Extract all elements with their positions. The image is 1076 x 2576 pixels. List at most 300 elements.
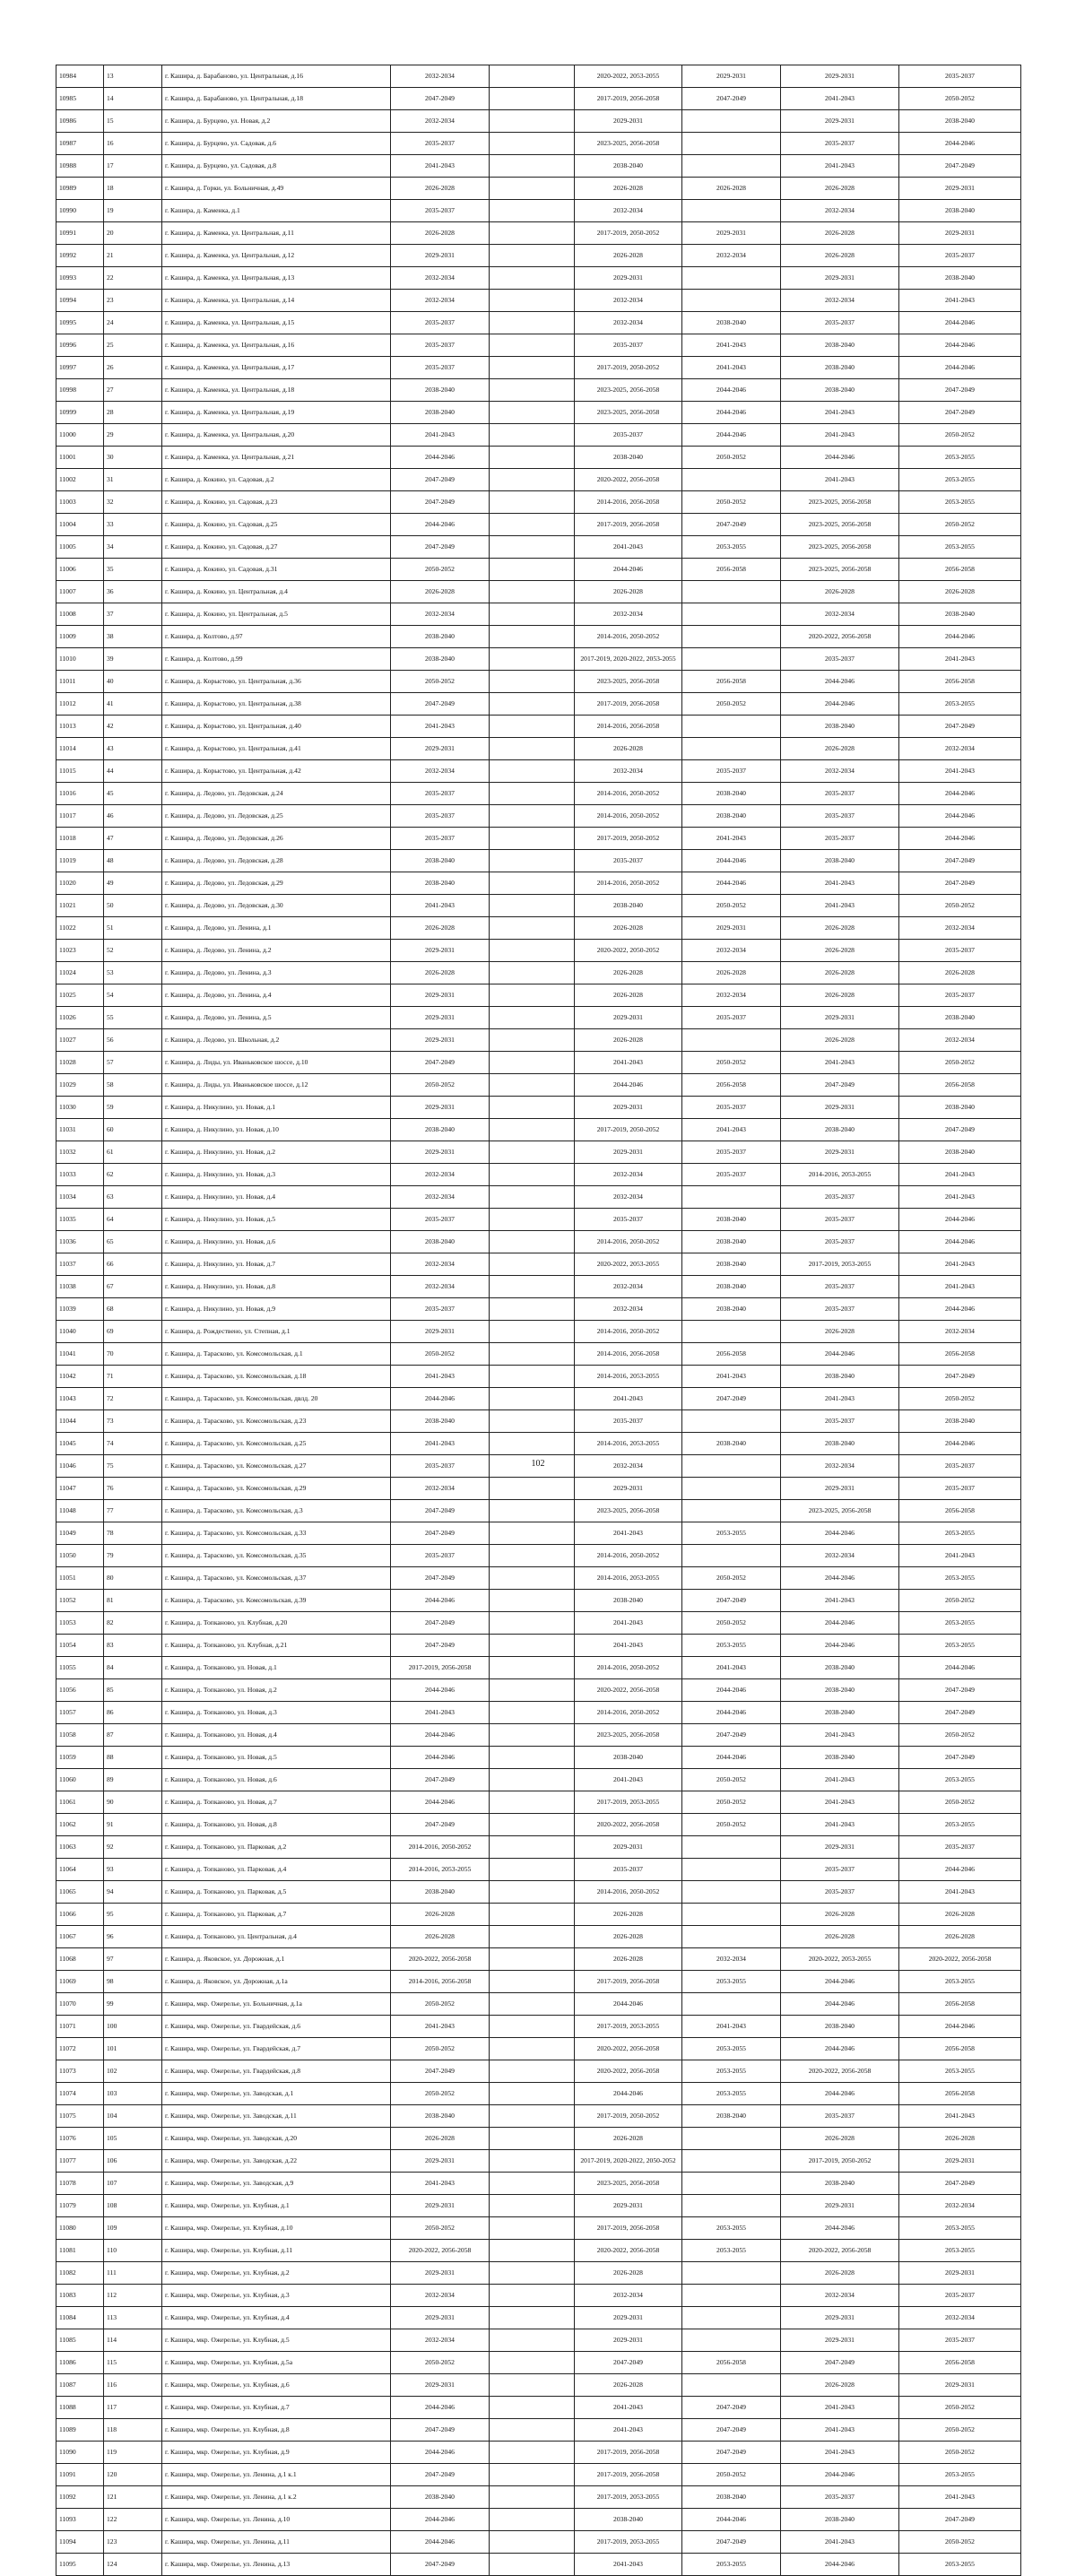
table-cell: 99 xyxy=(104,1993,162,2016)
table-cell: 57 xyxy=(104,1052,162,1074)
table-cell: 11035 xyxy=(56,1209,104,1231)
table-cell: 2017-2019, 2056-2058 xyxy=(575,693,682,716)
table-cell: 2038-2040 xyxy=(781,1119,899,1141)
table-cell: 2023-2025, 2056-2058 xyxy=(575,1724,682,1747)
table-cell: 2044-2046 xyxy=(391,514,490,536)
table-cell: 2017-2019, 2050-2052 xyxy=(575,222,682,245)
table-cell: 2041-2043 xyxy=(575,2554,682,2576)
table-cell: 2050-2052 xyxy=(682,1567,781,1590)
table-cell xyxy=(490,88,575,110)
table-cell: 2050-2052 xyxy=(899,2419,1021,2442)
table-cell xyxy=(490,962,575,984)
table-cell: 2041-2043 xyxy=(391,716,490,738)
table-cell: 2020-2022, 2056-2058 xyxy=(575,1679,682,1702)
table-cell: г. Кашира, д. Каменка, ул. Центральная, д.14 xyxy=(162,290,391,312)
table-cell: 11008 xyxy=(56,603,104,626)
table-cell xyxy=(682,1836,781,1859)
table-cell: 2017-2019, 2050-2052 xyxy=(575,2105,682,2128)
table-cell: 2047-2049 xyxy=(899,1679,1021,1702)
table-cell: 2050-2052 xyxy=(391,671,490,693)
table-row xyxy=(56,2217,1021,2240)
table-cell: 40 xyxy=(104,671,162,693)
table-cell: 2050-2052 xyxy=(682,1612,781,1635)
table-cell: 2017-2019, 2056-2058 xyxy=(391,1657,490,1679)
table-cell: 2047-2049 xyxy=(899,716,1021,738)
table-cell: 2044-2046 xyxy=(575,2083,682,2105)
table-cell: г. Кашира, д. Топканово, ул. Новая, д.4 xyxy=(162,1724,391,1747)
table-cell: г. Кашира, д. Тарасково, ул. Комсомольская, д.25 xyxy=(162,1433,391,1455)
table-cell xyxy=(490,850,575,872)
table-cell: 2053-2055 xyxy=(899,693,1021,716)
table-cell: 11001 xyxy=(56,447,104,469)
table-cell: 11016 xyxy=(56,783,104,805)
table-cell: 2014-2016, 2053-2055 xyxy=(575,1433,682,1455)
table-cell: 2032-2034 xyxy=(682,940,781,962)
table-cell: 2044-2046 xyxy=(391,2397,490,2419)
table-row xyxy=(56,1410,1021,1433)
table-cell: 48 xyxy=(104,850,162,872)
table-row xyxy=(56,1679,1021,1702)
table-cell: 2029-2031 xyxy=(575,110,682,133)
table-cell xyxy=(682,2329,781,2352)
table-cell: г. Кашира, д. Топканово, ул. Новая, д.5 xyxy=(162,1747,391,1769)
table-cell: 2056-2058 xyxy=(682,2352,781,2374)
table-row xyxy=(56,2128,1021,2150)
table-row xyxy=(56,1388,1021,1410)
table-cell: 2047-2049 xyxy=(391,2554,490,2576)
table-cell xyxy=(490,2285,575,2307)
table-cell: 2047-2049 xyxy=(391,693,490,716)
table-cell: 2014-2016, 2053-2055 xyxy=(391,1859,490,1881)
table-cell: г. Кашира, д. Никулино, ул. Новая, д.1 xyxy=(162,1097,391,1119)
table-row xyxy=(56,290,1021,312)
table-cell: 11025 xyxy=(56,984,104,1007)
table-cell: 2038-2040 xyxy=(575,1590,682,1612)
table-row xyxy=(56,1769,1021,1791)
table-cell: 10985 xyxy=(56,88,104,110)
table-cell: 2044-2046 xyxy=(781,2554,899,2576)
table-cell: 11011 xyxy=(56,671,104,693)
table-cell: 11065 xyxy=(56,1881,104,1904)
table-cell: г. Кашира, д. Яковское, ул. Дорожная, д.1а xyxy=(162,1971,391,1993)
table-cell: 11036 xyxy=(56,1231,104,1253)
table-cell: г. Кашира, д. Топканово, ул. Парковая, д.7 xyxy=(162,1904,391,1926)
table-cell xyxy=(490,1433,575,1455)
table-cell: 74 xyxy=(104,1433,162,1455)
table-cell: г. Кашира, мкр. Ожерелье, ул. Клубная, д.9 xyxy=(162,2442,391,2464)
table-cell: 2038-2040 xyxy=(391,402,490,424)
table-row xyxy=(56,536,1021,559)
table-cell: 2032-2034 xyxy=(781,603,899,626)
table-cell: 2047-2049 xyxy=(899,402,1021,424)
table-cell: 11034 xyxy=(56,1186,104,1209)
table-cell: 2035-2037 xyxy=(899,65,1021,88)
table-cell: 2035-2037 xyxy=(575,334,682,357)
table-cell xyxy=(682,1859,781,1881)
table-cell: 2026-2028 xyxy=(781,917,899,940)
table-cell xyxy=(490,133,575,155)
table-cell: 11014 xyxy=(56,738,104,760)
table-cell: 11059 xyxy=(56,1747,104,1769)
table-cell: 2047-2049 xyxy=(682,2397,781,2419)
table-cell: 17 xyxy=(104,155,162,178)
table-cell: г. Кашира, д. Ледово, ул. Ленина, д.2 xyxy=(162,940,391,962)
table-cell: 2020-2022, 2053-2055 xyxy=(781,1948,899,1971)
table-cell: 11092 xyxy=(56,2486,104,2509)
table-cell xyxy=(490,334,575,357)
table-cell: 2026-2028 xyxy=(899,962,1021,984)
table-cell: 2044-2046 xyxy=(391,1590,490,1612)
table-cell: 2041-2043 xyxy=(899,1253,1021,1276)
table-cell: 2029-2031 xyxy=(781,1836,899,1859)
table-cell: 2047-2049 xyxy=(899,379,1021,402)
table-cell: 2020-2022, 2056-2058 xyxy=(575,2240,682,2262)
table-cell xyxy=(490,581,575,603)
table-cell xyxy=(490,1231,575,1253)
table-cell: 2038-2040 xyxy=(391,1231,490,1253)
table-cell: 2017-2019, 2053-2055 xyxy=(781,1253,899,1276)
table-cell: 2050-2052 xyxy=(682,1769,781,1791)
table-cell: 2050-2052 xyxy=(682,447,781,469)
table-cell xyxy=(490,536,575,559)
table-cell: 2047-2049 xyxy=(391,1522,490,1545)
table-cell: 2026-2028 xyxy=(391,178,490,200)
table-cell: 107 xyxy=(104,2173,162,2195)
table-cell: 118 xyxy=(104,2419,162,2442)
table-cell: 2044-2046 xyxy=(575,559,682,581)
table-cell: 2020-2022, 2050-2052 xyxy=(575,940,682,962)
table-cell: 11045 xyxy=(56,1433,104,1455)
table-cell: 2026-2028 xyxy=(781,1926,899,1948)
table-cell: 2029-2031 xyxy=(899,178,1021,200)
table-cell: 11021 xyxy=(56,895,104,917)
table-cell: 2044-2046 xyxy=(899,626,1021,648)
table-cell: 2017-2019, 2053-2055 xyxy=(575,2486,682,2509)
table-cell: г. Кашира, д. Никулино, ул. Новая, д.6 xyxy=(162,1231,391,1253)
table-cell xyxy=(490,1993,575,2016)
table-cell: 2014-2016, 2050-2052 xyxy=(575,1881,682,1904)
table-row xyxy=(56,783,1021,805)
table-cell: 2035-2037 xyxy=(391,828,490,850)
table-cell: 2047-2049 xyxy=(391,536,490,559)
table-cell: 11078 xyxy=(56,2173,104,2195)
table-cell: 2044-2046 xyxy=(781,2217,899,2240)
table-cell: г. Кашира, мкр. Ожерелье, ул. Гвардейская, д.8 xyxy=(162,2060,391,2083)
table-cell: 94 xyxy=(104,1881,162,1904)
table-cell xyxy=(490,245,575,267)
table-cell: 2035-2037 xyxy=(391,200,490,222)
table-row xyxy=(56,1814,1021,1836)
table-cell: 115 xyxy=(104,2352,162,2374)
table-cell xyxy=(490,1612,575,1635)
table-cell: 59 xyxy=(104,1097,162,1119)
table-cell: 2032-2034 xyxy=(899,738,1021,760)
table-cell: 2035-2037 xyxy=(682,1141,781,1164)
table-cell xyxy=(490,1814,575,1836)
table-cell: 2053-2055 xyxy=(682,2554,781,2576)
table-cell xyxy=(490,1635,575,1657)
table-row xyxy=(56,155,1021,178)
table-cell: 2041-2043 xyxy=(899,1545,1021,1567)
table-row xyxy=(56,88,1021,110)
table-cell: 2056-2058 xyxy=(899,1993,1021,2016)
table-cell: 2029-2031 xyxy=(575,2329,682,2352)
table-cell: 2053-2055 xyxy=(899,1567,1021,1590)
table-cell: 2041-2043 xyxy=(682,1657,781,1679)
table-cell: 2029-2031 xyxy=(899,2374,1021,2397)
table-cell: 2023-2025, 2056-2058 xyxy=(781,559,899,581)
table-cell: г. Кашира, д. Корыстово, ул. Центральная, д.38 xyxy=(162,693,391,716)
table-cell: 2038-2040 xyxy=(781,1679,899,1702)
table-cell: 2050-2052 xyxy=(899,2397,1021,2419)
table-cell: 2017-2019, 2056-2058 xyxy=(575,2217,682,2240)
table-row xyxy=(56,2442,1021,2464)
table-cell: 2044-2046 xyxy=(899,2016,1021,2038)
table-cell: 11057 xyxy=(56,1702,104,1724)
table-cell: 2035-2037 xyxy=(391,1209,490,1231)
table-cell: 85 xyxy=(104,1679,162,1702)
table-cell: 2053-2055 xyxy=(899,1769,1021,1791)
table-cell: 2044-2046 xyxy=(391,2509,490,2531)
table-cell: 11087 xyxy=(56,2374,104,2397)
table-cell: г. Кашира, д. Барабаново, ул. Центральная, д.16 xyxy=(162,65,391,88)
table-cell: 2041-2043 xyxy=(391,2016,490,2038)
table-cell: 2026-2028 xyxy=(575,1029,682,1052)
table-cell: г. Кашира, д. Топканово, ул. Клубная, д.20 xyxy=(162,1612,391,1635)
table-cell: 2044-2046 xyxy=(899,1859,1021,1881)
table-cell: 2035-2037 xyxy=(781,1231,899,1253)
table-cell: 2047-2049 xyxy=(682,514,781,536)
table-cell: 2038-2040 xyxy=(391,1119,490,1141)
table-row xyxy=(56,2419,1021,2442)
table-row xyxy=(56,1948,1021,1971)
table-cell: 2017-2019, 2050-2052 xyxy=(781,2150,899,2173)
table-row xyxy=(56,1881,1021,1904)
table-cell: 2041-2043 xyxy=(781,1388,899,1410)
table-cell: 2026-2028 xyxy=(899,1926,1021,1948)
table-cell xyxy=(490,1141,575,1164)
table-cell: 11049 xyxy=(56,1522,104,1545)
table-cell: 2038-2040 xyxy=(781,1433,899,1455)
table-cell: г. Кашира, д. Лиды, ул. Иваньковское шоссе, д.10 xyxy=(162,1052,391,1074)
table-cell: 2056-2058 xyxy=(682,559,781,581)
table-cell xyxy=(682,1478,781,1500)
table-cell: 2056-2058 xyxy=(899,671,1021,693)
table-row xyxy=(56,1052,1021,1074)
table-cell: 11075 xyxy=(56,2105,104,2128)
table-cell: 2032-2034 xyxy=(682,245,781,267)
table-cell: 2026-2028 xyxy=(575,581,682,603)
table-cell: 2035-2037 xyxy=(899,245,1021,267)
table-cell: 97 xyxy=(104,1948,162,1971)
table-row xyxy=(56,2509,1021,2531)
table-cell: 2050-2052 xyxy=(899,1724,1021,1747)
table-cell xyxy=(490,1007,575,1029)
table-cell xyxy=(490,2105,575,2128)
table-cell: 102 xyxy=(104,2060,162,2083)
table-cell xyxy=(682,469,781,491)
table-cell: 2050-2052 xyxy=(899,2442,1021,2464)
table-cell: 73 xyxy=(104,1410,162,1433)
table-cell: 2041-2043 xyxy=(781,469,899,491)
table-cell: г. Кашира, д. Тарасково, ул. Комсомольская, д.39 xyxy=(162,1590,391,1612)
table-cell: 11029 xyxy=(56,1074,104,1097)
table-cell: 2047-2049 xyxy=(899,1747,1021,1769)
table-cell: 2038-2040 xyxy=(781,1747,899,1769)
table-cell xyxy=(490,2173,575,2195)
table-cell: 15 xyxy=(104,110,162,133)
table-cell xyxy=(490,2442,575,2464)
table-cell: г. Кашира, д. Топканово, ул. Новая, д.6 xyxy=(162,1769,391,1791)
table-cell: 2041-2043 xyxy=(899,760,1021,783)
table-cell: 2032-2034 xyxy=(781,760,899,783)
table-row xyxy=(56,200,1021,222)
table-row xyxy=(56,1097,1021,1119)
table-cell: 2050-2052 xyxy=(682,1814,781,1836)
table-cell: 2017-2019, 2053-2055 xyxy=(575,1791,682,1814)
table-cell: 2032-2034 xyxy=(391,1164,490,1186)
table-cell xyxy=(682,1186,781,1209)
table-cell: 2035-2037 xyxy=(781,828,899,850)
table-cell: 63 xyxy=(104,1186,162,1209)
table-cell: 2038-2040 xyxy=(575,1747,682,1769)
table-cell: 2044-2046 xyxy=(899,1657,1021,1679)
table-cell: г. Кашира, д. Яковское, ул. Дорожная, д.1 xyxy=(162,1948,391,1971)
table-row xyxy=(56,1904,1021,1926)
table-cell: 30 xyxy=(104,447,162,469)
table-cell: 2056-2058 xyxy=(682,1343,781,1366)
table-cell xyxy=(682,2307,781,2329)
table-cell: 11066 xyxy=(56,1904,104,1926)
table-cell: 2026-2028 xyxy=(391,1926,490,1948)
table-cell: 109 xyxy=(104,2217,162,2240)
table-cell xyxy=(682,581,781,603)
table-cell: 2026-2028 xyxy=(682,962,781,984)
table-cell: 2056-2058 xyxy=(899,2352,1021,2374)
table-cell: 11005 xyxy=(56,536,104,559)
table-cell: 105 xyxy=(104,2128,162,2150)
table-cell: 2047-2049 xyxy=(682,1388,781,1410)
table-cell: 2032-2034 xyxy=(781,290,899,312)
table-cell: 2041-2043 xyxy=(899,1164,1021,1186)
table-cell: 2035-2037 xyxy=(781,2105,899,2128)
table-cell: 11073 xyxy=(56,2060,104,2083)
table-cell: 123 xyxy=(104,2531,162,2554)
table-cell: г. Кашира, д. Горки, ул. Больничная, д.49 xyxy=(162,178,391,200)
table-cell: 2038-2040 xyxy=(899,110,1021,133)
table-cell: 2041-2043 xyxy=(781,2531,899,2554)
table-cell: 25 xyxy=(104,334,162,357)
table-cell: г. Кашира, д. Топканово, ул. Новая, д.2 xyxy=(162,1679,391,1702)
table-row xyxy=(56,1433,1021,1455)
table-cell: 76 xyxy=(104,1478,162,1500)
table-row xyxy=(56,1926,1021,1948)
table-cell: 50 xyxy=(104,895,162,917)
table-cell: 23 xyxy=(104,290,162,312)
table-row xyxy=(56,693,1021,716)
table-row xyxy=(56,1074,1021,1097)
table-cell: 11022 xyxy=(56,917,104,940)
table-cell: 2044-2046 xyxy=(899,783,1021,805)
table-cell: г. Кашира, мкр. Ожерелье, ул. Клубная, д.6 xyxy=(162,2374,391,2397)
table-cell: 2041-2043 xyxy=(781,402,899,424)
table-cell: г. Кашира, мкр. Ожерелье, ул. Гвардейская, д.7 xyxy=(162,2038,391,2060)
table-cell: 2038-2040 xyxy=(391,2105,490,2128)
table-cell: 2041-2043 xyxy=(682,357,781,379)
table-cell: 10989 xyxy=(56,178,104,200)
table-body xyxy=(56,65,1021,2576)
table-cell xyxy=(490,491,575,514)
table-cell: 11024 xyxy=(56,962,104,984)
table-cell: 2044-2046 xyxy=(781,1993,899,2016)
table-cell: г. Кашира, д. Тарасково, ул. Комсомольская, д.18 xyxy=(162,1366,391,1388)
table-cell: 11085 xyxy=(56,2329,104,2352)
table-cell: 2017-2019, 2056-2058 xyxy=(575,1971,682,1993)
table-cell: 2035-2037 xyxy=(781,312,899,334)
table-cell xyxy=(490,1567,575,1590)
table-cell: 11044 xyxy=(56,1410,104,1433)
table-cell: 2026-2028 xyxy=(781,1321,899,1343)
table-cell xyxy=(682,2374,781,2397)
table-cell: 2020-2022, 2056-2058 xyxy=(575,2038,682,2060)
table-cell: 116 xyxy=(104,2374,162,2397)
table-row xyxy=(56,603,1021,626)
table-cell: г. Кашира, мкр. Ожерелье, ул. Клубная, д.8 xyxy=(162,2419,391,2442)
table-cell: 2035-2037 xyxy=(391,1298,490,1321)
table-cell: 112 xyxy=(104,2285,162,2307)
table-cell: 2044-2046 xyxy=(899,133,1021,155)
table-cell xyxy=(490,872,575,895)
table-cell: 2035-2037 xyxy=(899,1455,1021,1478)
table-cell xyxy=(490,200,575,222)
table-cell: 2041-2043 xyxy=(682,1119,781,1141)
table-cell: 2035-2037 xyxy=(781,783,899,805)
table-cell: 2056-2058 xyxy=(899,559,1021,581)
table-cell: 117 xyxy=(104,2397,162,2419)
table-cell: 11061 xyxy=(56,1791,104,1814)
table-cell: 2026-2028 xyxy=(781,2262,899,2285)
table-cell: г. Кашира, мкр. Ожерелье, ул. Ленина, д.10 xyxy=(162,2509,391,2531)
table-cell: 2035-2037 xyxy=(781,1410,899,1433)
table-cell: 11000 xyxy=(56,424,104,447)
table-cell: 2029-2031 xyxy=(575,1007,682,1029)
table-cell: г. Кашира, д. Топканово, ул. Парковая, д.4 xyxy=(162,1859,391,1881)
table-row xyxy=(56,1343,1021,1366)
table-row xyxy=(56,2486,1021,2509)
table-row xyxy=(56,1298,1021,1321)
table-cell: 2053-2055 xyxy=(899,1635,1021,1657)
table-cell: 33 xyxy=(104,514,162,536)
table-cell: 2032-2034 xyxy=(899,2307,1021,2329)
table-cell: 10986 xyxy=(56,110,104,133)
table-row xyxy=(56,379,1021,402)
table-cell: 10998 xyxy=(56,379,104,402)
table-cell: 2053-2055 xyxy=(682,2217,781,2240)
table-cell: 2041-2043 xyxy=(391,424,490,447)
table-cell: 2044-2046 xyxy=(899,828,1021,850)
table-row xyxy=(56,2083,1021,2105)
table-cell: 11043 xyxy=(56,1388,104,1410)
table-row xyxy=(56,2240,1021,2262)
table-cell xyxy=(682,1881,781,1904)
table-cell: 2044-2046 xyxy=(391,1388,490,1410)
table-cell: 2029-2031 xyxy=(781,2195,899,2217)
table-cell: г. Кашира, д. Ледово, ул. Ледовская, д.24 xyxy=(162,783,391,805)
table-cell: 2029-2031 xyxy=(575,1478,682,1500)
table-cell xyxy=(682,2128,781,2150)
table-cell: г. Кашира, д. Каменка, ул. Центральная, д.20 xyxy=(162,424,391,447)
table-cell: 2056-2058 xyxy=(899,1500,1021,1522)
